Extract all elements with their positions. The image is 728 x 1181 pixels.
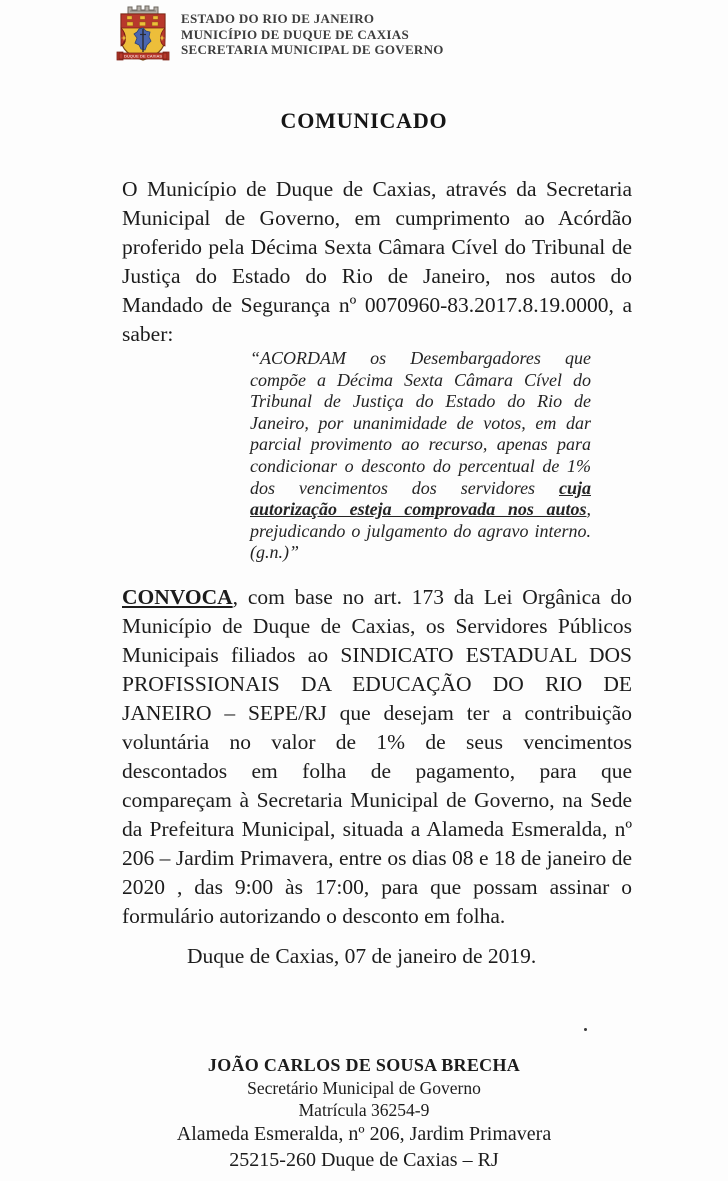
motto-banner [117,52,169,60]
letterhead-line-secretariat: SECRETARIA MUNICIPAL DE GOVERNO [181,42,444,57]
scan-artifact-dot [584,1028,587,1031]
quote-text-part1: “ACORDAM os Desembargadores que compõe a Décima Sexta Câmara Cível do Tribunal de Justiça do Estado do Rio de Janeiro, por unanimidade de votos, em dar parcial provimento ao recurso, apenas para condicionar o desconto do percentual de 1% dos vencimentos dos servidores [250,348,591,498]
letterhead-line-municipality: MUNICÍPIO DE DUQUE DE CAXIAS [181,26,409,42]
quote-text-part2: , prejudicando o julgamento do agravo interno. (g.n.)” [250,499,591,563]
signatory-registration: Matrícula 36254-9 [298,1100,430,1120]
court-ruling-quote [250,348,591,564]
document-title: COMUNICADO [280,108,448,133]
signature-address-line1: Alameda Esmeralda, nº 206, Jardim Primavera [176,1123,552,1145]
signatory-role: Secretário Municipal de Governo [247,1078,481,1098]
coat-banner-text: DUQUE DE CAXIAS [124,53,162,59]
signatory-name: JOÃO CARLOS DE SOUSA BRECHA [207,1055,521,1075]
convoca-keyword: CONVOCA [122,585,233,609]
letterhead-line-state: ESTADO DO RIO DE JANEIRO [181,11,375,26]
quote-emphasis: cuja autorização esteja comprovada nos autos [250,477,591,520]
signature-block [108,1053,620,1173]
convocation-text: , com base no art. 173 da Lei Orgânica do Município de Duque de Caxias, os Servidores Públicos Municipais filiados ao SINDICATO ESTADUAL DOS PROFISSIONAIS DA EDUCAÇÃO DO RIO DE JANEIRO – SEPE/RJ que desejam ter a contribuição voluntária no valor de 1% de seus vencimentos descontados em folha de pagamento, para que compareçam à Secretaria Municipal de Governo, na Sede da Prefeitura Municipal, situada a Alameda Esmeralda, nº 206 – Jardim Primavera, entre os dias 08 e 18 de janeiro de 2020 , das 9:00 às 17:00, para que possam assinar o formulário autorizando o desconto em folha. [122,585,632,928]
coat-of-arms-icon [112,2,174,64]
date-line: Duque de Caxias, 07 de janeiro de 2019. [187,944,537,968]
convocation-paragraph [122,583,632,931]
signature-address-line2: 25215-260 Duque de Caxias – RJ [229,1149,499,1171]
intro-paragraph: O Município de Duque de Caxias, através da Secretaria Municipal de Governo, em cumprimento ao Acórdão proferido pela Décima Sexta Câmara Cível do Tribunal de Justiça do Estado do Rio de Janeiro, nos autos do Mandado de Segurança nº 0070960-83.2017.8.19.0000, a saber: [122,177,632,346]
letterhead-lines [181,2,444,58]
mural-crown [128,6,158,14]
letterhead [112,2,444,64]
